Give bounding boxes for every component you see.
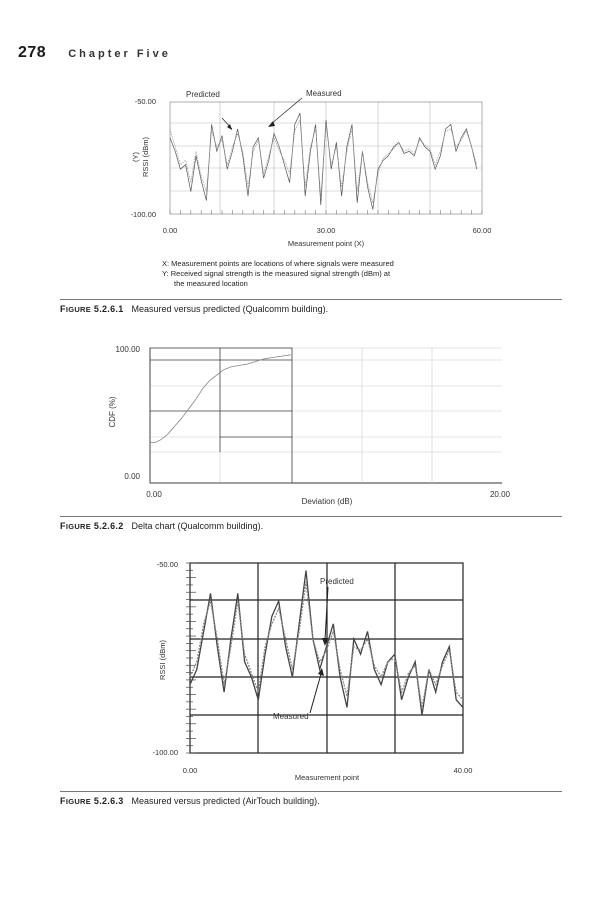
fig3-xtick-40: 40.00 [453,766,473,775]
fig1-xtick-60: 60.00 [472,226,492,235]
fig2-xtick-0: 0.00 [146,490,162,499]
fig1-annotation-measured: Measured [306,89,342,98]
fig3-ytick-bottom: -100.00 [152,748,178,757]
fig2-caption-text: Delta chart (Qualcomm building). [131,521,264,531]
fig2-caption-sc: IGURE [65,522,92,531]
fig2-caption-f: F [60,521,66,531]
fig2-xtick-20: 20.00 [489,490,511,499]
fig1-series-predicted [170,120,477,203]
fig3-ytick-top: -50.00 [156,560,178,569]
figure-1-notes [162,259,394,289]
fig1-ylabel-bottom: RSSI (dBm) [141,136,150,178]
fig3-caption-sc: IGURE [65,797,92,806]
fig2-inner-frame [150,348,292,483]
fig1-caption-f: F [60,304,66,314]
fig3-annotation-measured: Measured [273,712,309,721]
fig3-annotation-predicted: Predicted [320,577,354,586]
fig1-caption-label [60,304,124,314]
fig3-xlabel: Measurement point [294,773,360,782]
fig1-arrowhead-predicted [227,124,232,130]
figure-2-caption [60,516,562,531]
fig1-caption-text: Measured versus predicted (Qualcomm building). [131,304,329,314]
fig1-note-y-cont: the measured location [174,279,248,288]
page-number: 278 [18,44,47,61]
figure-1-caption [60,299,562,314]
fig2-caption-number: 5.2.6.2 [93,521,124,531]
fig2-ylabel: CDF (%) [108,396,117,428]
fig2-ytick-top: 100.00 [115,345,140,354]
fig1-caption-sc: IGURE [65,305,92,314]
fig3-caption-number: 5.2.6.3 [93,796,124,806]
fig1-ytick-top: -50.00 [134,97,156,106]
figure-3-caption [60,791,562,806]
chapter-title: Chapter Five [68,48,171,60]
fig3-caption-f: F [60,796,66,806]
fig1-annotation-predicted: Predicted [186,90,220,99]
figure-3-chart [0,555,613,785]
fig1-ylabel-top: (Y) [131,152,140,162]
fig3-arrow-measured [310,674,321,713]
fig3-ylabel: RSSI (dBm) [158,639,167,681]
fig1-note-x: X: Measurement points are locations of where signals were measured [162,259,394,268]
fig3-caption-text: Measured versus predicted (AirTouch building). [131,796,320,806]
fig2-xlabel: Deviation (dB) [301,497,353,506]
fig3-xtick-0: 0.00 [182,766,198,775]
fig3-caption-label [60,796,124,806]
fig1-note-y: Y: Received signal strength is the measured signal strength (dBm) at [162,269,391,278]
fig3-arrowhead-measured [318,668,324,676]
fig1-xtick-30: 30.00 [316,226,336,235]
page-header [18,44,171,66]
fig1-xtick-0: 0.00 [162,226,178,235]
fig2-caption-label [60,521,124,531]
figure-2-chart [0,340,613,510]
fig1-caption-number: 5.2.6.1 [93,304,124,314]
fig2-ytick-bottom: 0.00 [124,472,140,481]
fig1-ytick-bottom: -100.00 [130,210,156,219]
fig1-xlabel: Measurement point (X) [287,239,365,248]
